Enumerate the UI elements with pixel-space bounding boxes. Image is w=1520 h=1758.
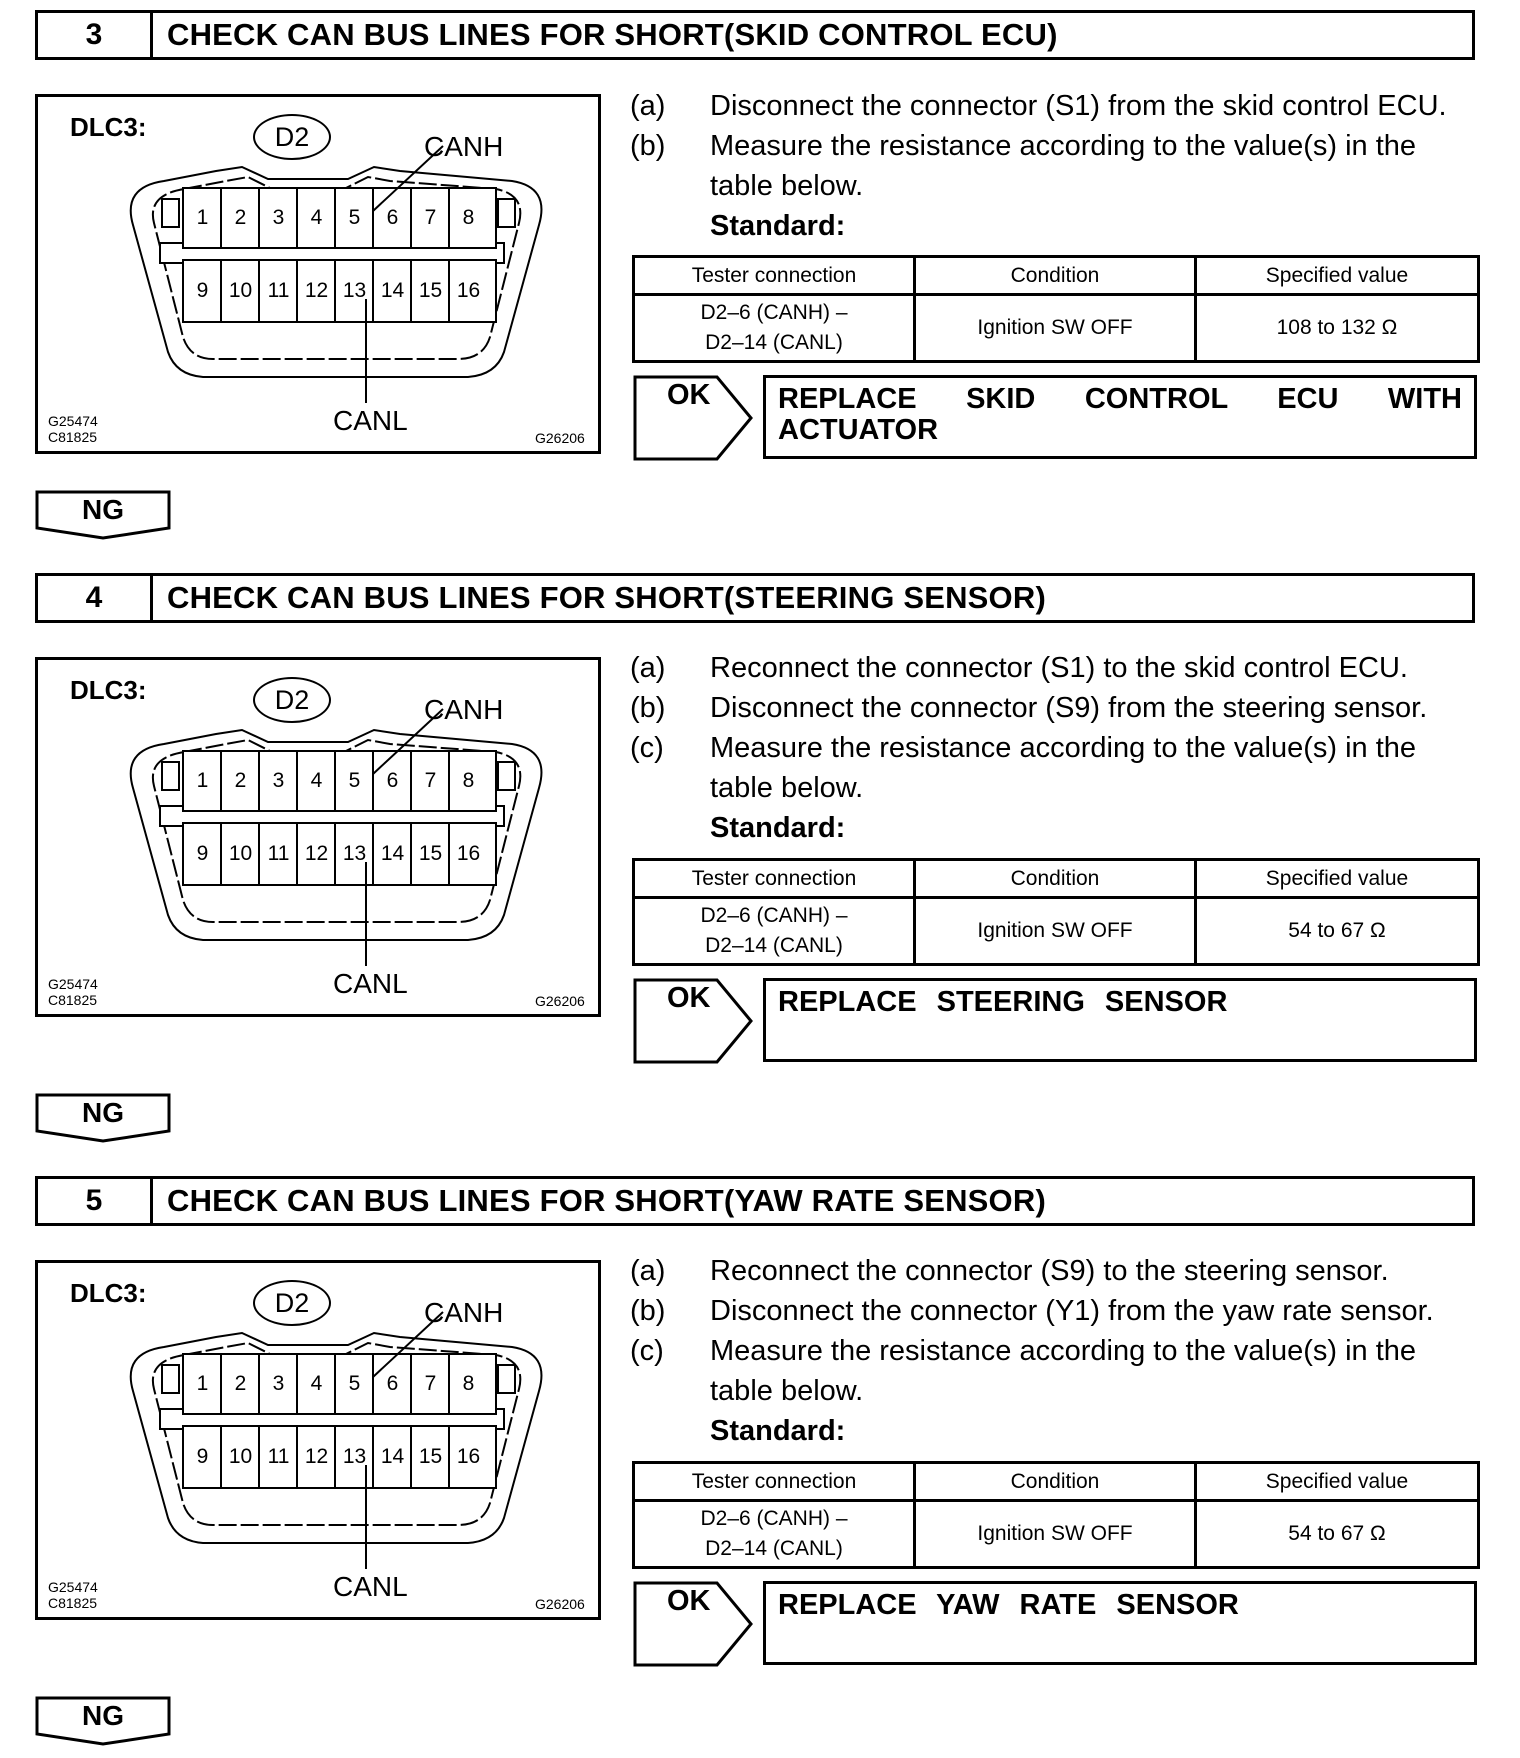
- tester-connection-cell: D2–6 (CANH) – D2–14 (CANL): [634, 1501, 915, 1568]
- canl-label: CANL: [333, 405, 408, 436]
- standard-label: Standard:: [710, 1415, 846, 1447]
- result-box: REPLACE STEERING SENSOR: [763, 978, 1477, 1062]
- pin: 2: [234, 769, 247, 792]
- header-condition: Condition: [915, 860, 1196, 898]
- standard-label: Standard:: [710, 812, 846, 844]
- header-specified: Specified value: [1196, 257, 1479, 295]
- header-tester: Tester connection: [634, 257, 915, 295]
- canl-label: CANL: [333, 968, 408, 999]
- canh-label: CANH: [424, 694, 504, 725]
- step-number: 5: [38, 1179, 153, 1223]
- pin: 1: [196, 1372, 209, 1395]
- header-specified: Specified value: [1196, 860, 1479, 898]
- standard-table: [632, 255, 1480, 363]
- pin: 7: [424, 206, 437, 229]
- canh-label: CANH: [424, 131, 504, 162]
- dlc-label: DLC3:: [70, 675, 147, 705]
- instruction-item: (b) Disconnect the connector (Y1) from the yaw rate sensor.: [630, 1295, 1434, 1327]
- result-box: REPLACE SKID CONTROL ECU WITH ACTUATOR: [763, 375, 1477, 459]
- pin: 15: [418, 842, 443, 865]
- dlc-label: DLC3:: [70, 1278, 147, 1308]
- specified-value-cell: 54 to 67 Ω: [1196, 898, 1479, 965]
- pin: 9: [196, 1445, 209, 1468]
- dlc3-connector-diagram: [35, 1260, 601, 1620]
- pin: 10: [228, 1445, 253, 1468]
- pin: 5: [348, 1372, 361, 1395]
- instructions: [630, 652, 1480, 852]
- pin: 10: [228, 842, 253, 865]
- instructions: [630, 90, 1480, 250]
- header-condition: Condition: [915, 1463, 1196, 1501]
- standard-label: Standard:: [710, 210, 846, 242]
- pin: 16: [456, 842, 481, 865]
- figure-code-left: G25474 C81825: [48, 1579, 98, 1611]
- pin: 14: [380, 1445, 405, 1468]
- instruction-item: (a) Reconnect the connector (S9) to the steering sensor.: [630, 1255, 1389, 1287]
- ok-box: OK: [633, 1581, 758, 1667]
- tester-connection-cell: D2–6 (CANH) – D2–14 (CANL): [634, 898, 915, 965]
- pin: 12: [304, 1445, 329, 1468]
- instruction-item: (a) Disconnect the connector (S1) from the skid control ECU.: [630, 90, 1447, 122]
- pin: 9: [196, 842, 209, 865]
- pin: 6: [386, 206, 399, 229]
- pin: 4: [310, 206, 323, 229]
- pin: 4: [310, 1372, 323, 1395]
- step-number: 4: [38, 576, 153, 620]
- ng-box: NG: [35, 490, 171, 540]
- instructions: [630, 1255, 1480, 1455]
- step-3-header: [35, 10, 1475, 60]
- specified-value-cell: 54 to 67 Ω: [1196, 1501, 1479, 1568]
- pin: 11: [267, 1445, 290, 1468]
- condition-cell: Ignition SW OFF: [915, 295, 1196, 362]
- header-specified: Specified value: [1196, 1463, 1479, 1501]
- pin: 8: [462, 206, 475, 229]
- instruction-item: (c) Measure the resistance according to the value(s) in the: [630, 732, 1417, 764]
- canh-label: CANH: [424, 1297, 504, 1328]
- header-condition: Condition: [915, 257, 1196, 295]
- header-tester: Tester connection: [634, 1463, 915, 1501]
- pin: 15: [418, 1445, 443, 1468]
- pin: 4: [310, 769, 323, 792]
- pin: 14: [380, 279, 405, 302]
- specified-value-cell: 108 to 132 Ω: [1196, 295, 1479, 362]
- pin: 1: [196, 769, 209, 792]
- pin: 8: [462, 1372, 475, 1395]
- ng-box: NG: [35, 1696, 171, 1746]
- condition-cell: Ignition SW OFF: [915, 1501, 1196, 1568]
- pin: 9: [196, 279, 209, 302]
- pin: 2: [234, 1372, 247, 1395]
- connector-label: D2: [253, 1280, 331, 1326]
- pin: 13: [342, 1445, 367, 1468]
- instruction-item: table below.: [710, 1375, 864, 1407]
- result-box: REPLACE YAW RATE SENSOR: [763, 1581, 1477, 1665]
- pin: 5: [348, 206, 361, 229]
- header-tester: Tester connection: [634, 860, 915, 898]
- pin: 13: [342, 842, 367, 865]
- ng-box: NG: [35, 1093, 171, 1143]
- pin: 1: [196, 206, 209, 229]
- pin: 12: [304, 842, 329, 865]
- pin: 3: [272, 769, 285, 792]
- step-4-header: [35, 573, 1475, 623]
- ok-box: OK: [633, 375, 758, 461]
- pin: 11: [267, 842, 290, 865]
- ok-box: OK: [633, 978, 758, 1064]
- step-number: 3: [38, 13, 153, 57]
- pin: 3: [272, 1372, 285, 1395]
- connector-label: D2: [253, 114, 331, 160]
- instruction-item: (a) Reconnect the connector (S1) to the skid control ECU.: [630, 652, 1408, 684]
- dlc3-connector-diagram: [35, 94, 601, 454]
- pin: 6: [386, 769, 399, 792]
- dlc-label: DLC3:: [70, 112, 147, 142]
- pin: 16: [456, 279, 481, 302]
- canl-label: CANL: [333, 1571, 408, 1602]
- pin: 3: [272, 206, 285, 229]
- pin: 7: [424, 1372, 437, 1395]
- instruction-item: (c) Measure the resistance according to the value(s) in the: [630, 1335, 1417, 1367]
- pin: 12: [304, 279, 329, 302]
- figure-code-right: G26206: [535, 430, 585, 446]
- step-title: CHECK CAN BUS LINES FOR SHORT(STEERING SENSOR): [167, 580, 1046, 615]
- pin: 16: [456, 1445, 481, 1468]
- figure-code-left: G25474 C81825: [48, 976, 98, 1008]
- pin: 13: [342, 279, 367, 302]
- standard-table: [632, 1461, 1480, 1569]
- pin: 5: [348, 769, 361, 792]
- dlc3-connector-diagram: [35, 657, 601, 1017]
- pin: 14: [380, 842, 405, 865]
- pin: 6: [386, 1372, 399, 1395]
- pin: 10: [228, 279, 253, 302]
- instruction-item: table below.: [710, 170, 864, 202]
- pin: 8: [462, 769, 475, 792]
- instruction-item: (b) Disconnect the connector (S9) from the steering sensor.: [630, 692, 1428, 724]
- figure-code-right: G26206: [535, 993, 585, 1009]
- step-5-header: [35, 1176, 1475, 1226]
- figure-code-right: G26206: [535, 1596, 585, 1612]
- figure-code-left: G25474 C81825: [48, 413, 98, 445]
- condition-cell: Ignition SW OFF: [915, 898, 1196, 965]
- pin: 15: [418, 279, 443, 302]
- step-title: CHECK CAN BUS LINES FOR SHORT(YAW RATE SENSOR): [167, 1183, 1046, 1218]
- step-title: CHECK CAN BUS LINES FOR SHORT(SKID CONTROL ECU): [167, 17, 1058, 52]
- pin: 11: [267, 279, 290, 302]
- instruction-item: table below.: [710, 772, 864, 804]
- instruction-item: (b) Measure the resistance according to the value(s) in the: [630, 130, 1417, 162]
- connector-label: D2: [253, 677, 331, 723]
- pin: 2: [234, 206, 247, 229]
- tester-connection-cell: D2–6 (CANH) – D2–14 (CANL): [634, 295, 915, 362]
- pin: 7: [424, 769, 437, 792]
- standard-table: [632, 858, 1480, 966]
